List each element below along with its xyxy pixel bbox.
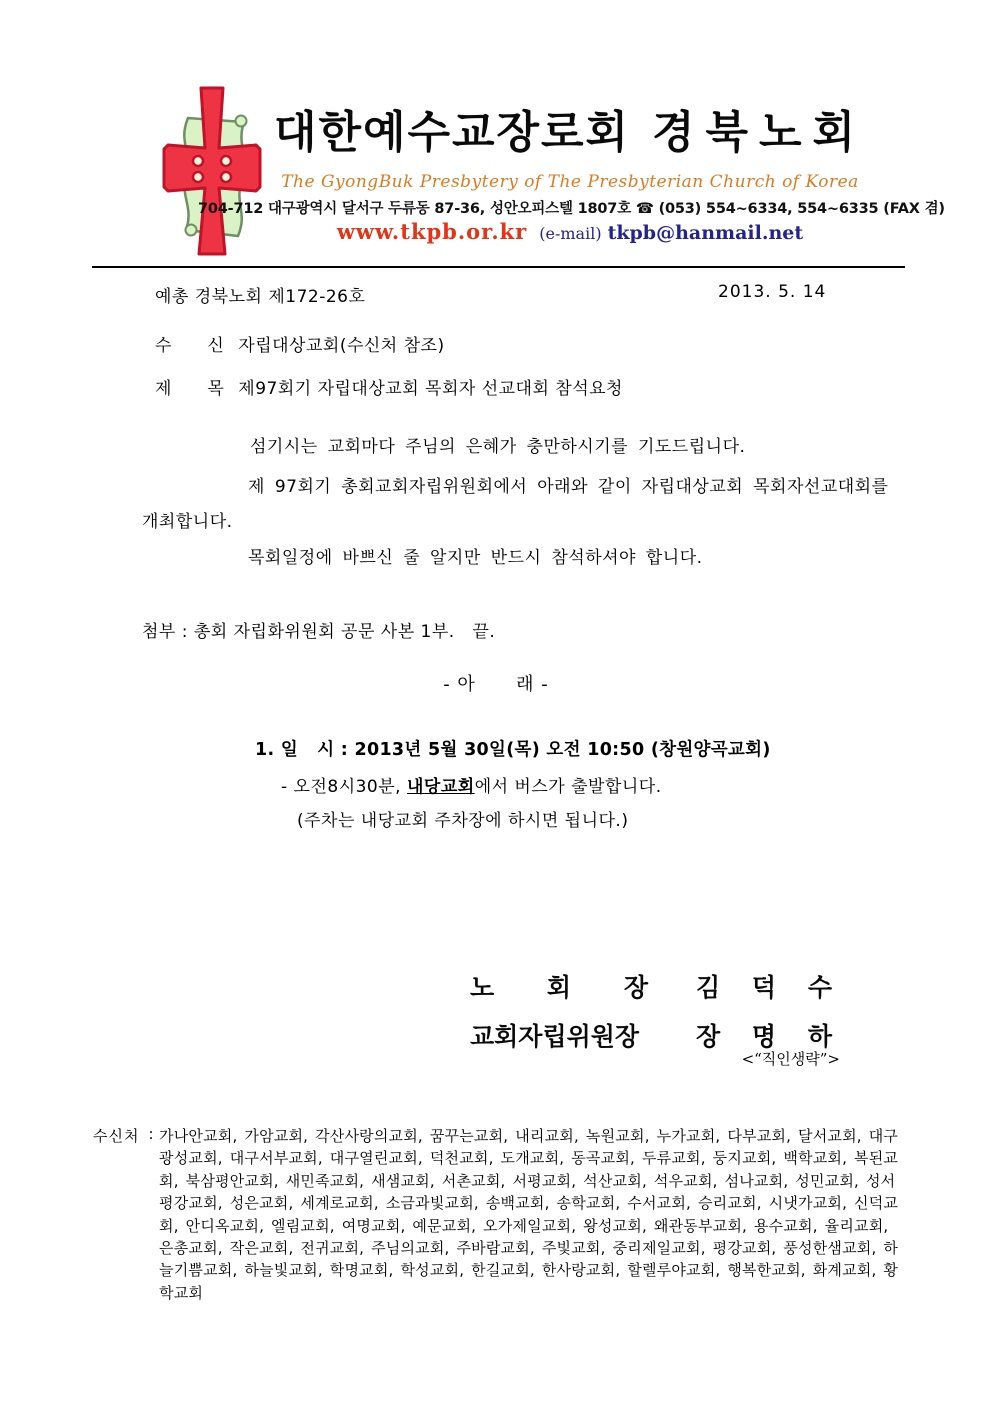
email-label: (e-mail) xyxy=(539,224,602,243)
cc-church-list: 가나안교회, 가암교회, 각산사랑의교회, 꿈꾸는교회, 내리교회, 녹원교회, 누가교회, 다부교회, 달서교회, 대구광성교회, 대구서부교회, 대구열린교회, 덕천교회, 도개교회, 동곡교회, 두류교회, 둥지교회, 백학교회, 복된교회, 북삼평안교회, 새민족교회, 새샘교회, 서촌교회, 서평교회, 석산교회, 석우교회, 섬나교회, 성민교회, 성서평강교회, 성은교회, 세계로교회, 소금과빛교회, 송백교회, 송학교회, 수서교회, 승리교회, 시냇가교회, 신덕교회, 안디옥교회, 엘림교회, 여명교회, 예문교회, 오가제일교회, 왕성교회, 왜관동부교회, 용수교회, 율리교회, 은총교회, 작은교회, 전귀교회, 주님의교회, 주바람교회, 주빛교회, 중리제일교회, 평강교회, 풍성한샘교회, 하늘기쁨교회, 하늘빛교회, 학명교회, 학성교회, 한길교회, 한사랑교회, 할렐루야교회, 행복한교회, 화계교회, 황학교회 xyxy=(159,1127,899,1302)
body-paragraph-1: 섬기시는 교회마다 주님의 은혜가 충만하시기를 기도드립니다. xyxy=(250,437,746,457)
bus-church-name: 내당교회 xyxy=(406,777,475,797)
below-divider: - 아 래 - xyxy=(443,674,549,695)
signature-row-1 xyxy=(470,968,832,1004)
subject-label: 제 목 xyxy=(155,379,225,399)
bus-info-post: 에서 버스가 출발합니다. xyxy=(474,777,662,797)
org-subtitle-english: The GyongBuk Presbytery of The Presbyterian Church of Korea xyxy=(281,172,859,192)
schedule-item-1: 1. 일 시 : 2013년 5월 30일(목) 오전 10:50 (창원양곡교회) xyxy=(255,740,771,760)
bus-info-line xyxy=(281,772,662,797)
parking-note: (주차는 내당교회 주차장에 하시면 됩니다.) xyxy=(297,811,629,831)
doc-date: 2013. 5. 14 xyxy=(718,282,827,302)
org-contact-line xyxy=(250,219,890,244)
cc-colon: : xyxy=(148,1125,154,1143)
recipient-value: 자립대상교회(수신처 참조) xyxy=(238,336,445,356)
body-paragraph-2: 제 97회기 총회교회자립위원회에서 아래와 같이 자립대상교회 목회자선교대회를 개최합니다. xyxy=(142,477,889,532)
seal-omitted-note: <“직인생략”> xyxy=(741,1050,840,1068)
org-address: 704-712 대구광역시 달서구 두류동 87-36, 성안오피스텔 1807호 ☎ (053) 554~6334, 554~6335 (FAX 겸) xyxy=(198,201,945,217)
attachment-line: 첨부 : 총회 자립화위원회 공문 사본 1부. 끝. xyxy=(142,622,496,642)
signature-title-1: 노 회 장 xyxy=(470,973,648,1002)
recipient-label: 수 신 xyxy=(155,336,225,356)
bus-info-pre: - 오전8시30분, xyxy=(281,777,407,797)
signature-name-1: 김 덕 수 xyxy=(696,973,832,1002)
cc-block xyxy=(93,1125,907,1304)
org-title-right: 경북노회 xyxy=(652,107,867,158)
body-paragraph-3: 목회일정에 바쁘신 줄 알지만 반드시 참석하셔야 합니다. xyxy=(248,548,703,568)
email-address: tkpb@hanmail.net xyxy=(607,222,804,244)
signature-name-2: 장 명 하 xyxy=(696,1022,832,1051)
subject-row xyxy=(155,374,623,399)
cross-icon xyxy=(164,88,260,254)
org-title xyxy=(250,98,890,168)
signature-title-2: 교회자립위원장 xyxy=(470,1022,640,1051)
recipient-row xyxy=(155,331,445,356)
doc-number: 예총 경북노회 제172-26호 xyxy=(155,287,366,307)
org-title-left: 대한예수교장로회 xyxy=(273,107,630,158)
website-url: www.tkpb.or.kr xyxy=(336,219,528,244)
header-divider xyxy=(92,266,905,268)
subject-value: 제97회기 자립대상교회 목회자 선교대회 참석요청 xyxy=(238,379,623,399)
cc-label: 수신처 xyxy=(93,1127,140,1145)
